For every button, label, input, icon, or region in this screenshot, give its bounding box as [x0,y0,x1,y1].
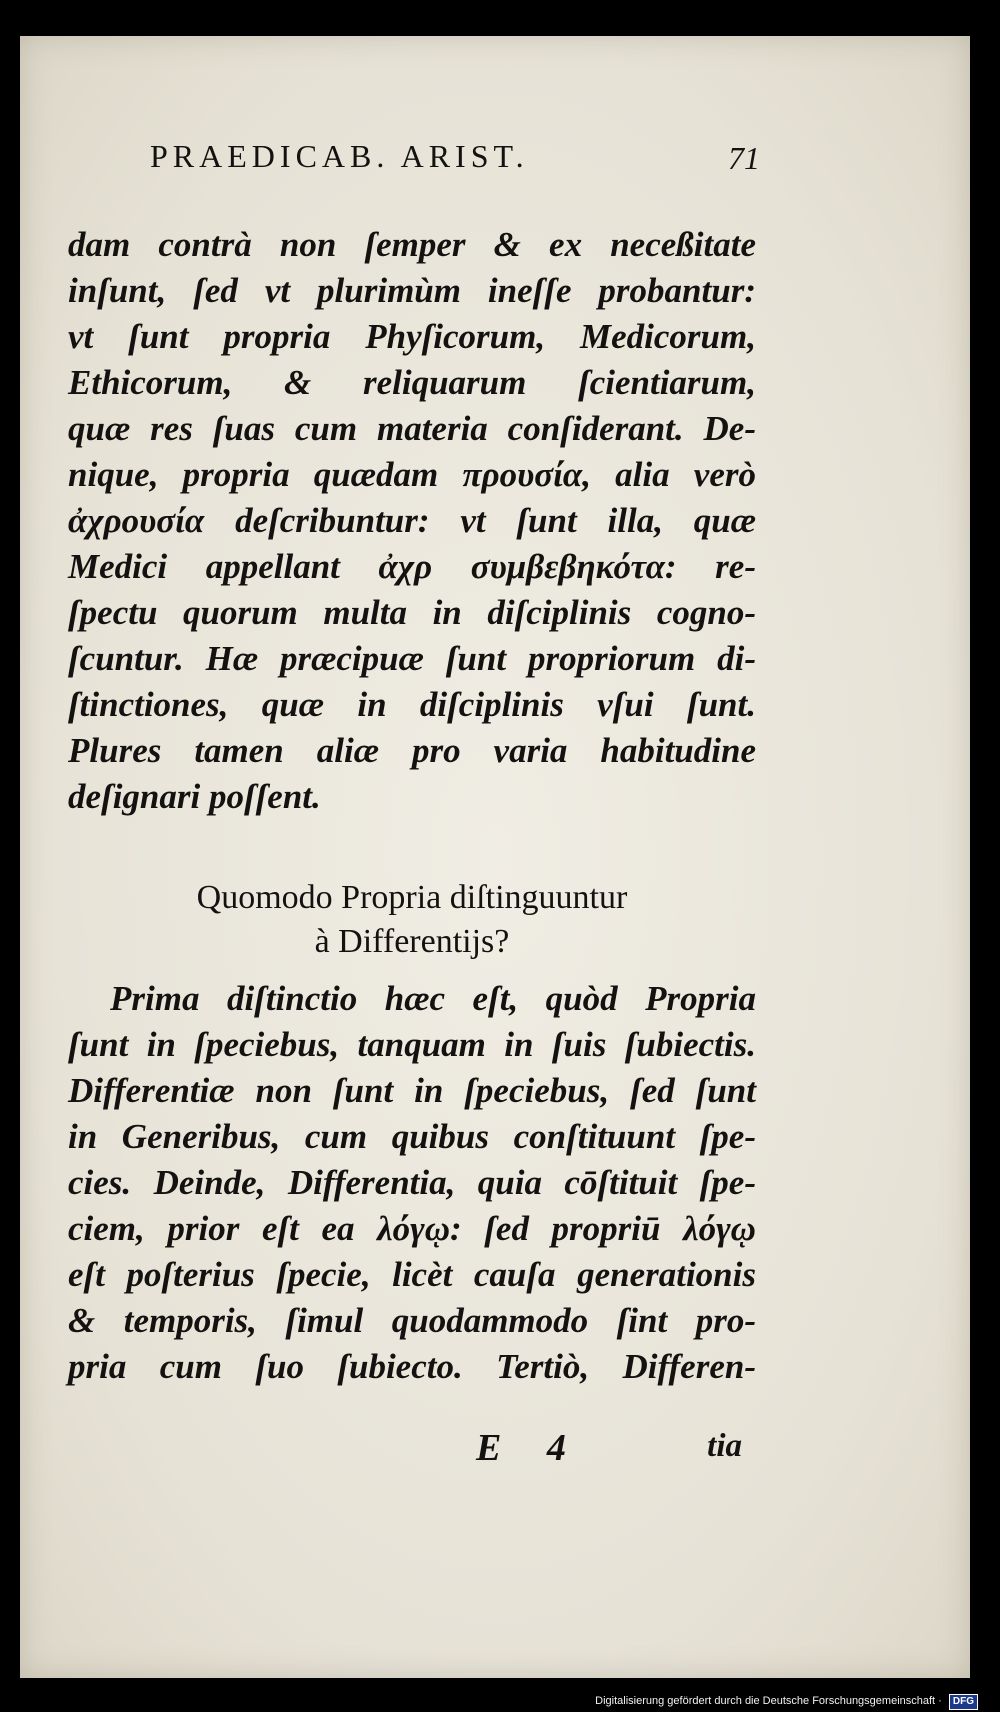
book-page [20,36,970,1678]
text-line: Prima diſtinctio hæc eſt, quòd Propria [110,979,756,1018]
page-number: 71 [728,140,760,176]
heading-line: Quomodo Propria diſtinguuntur [196,879,628,916]
running-title: PRAEDICAB. ARIST. [150,138,529,174]
text-line: Medici appellant ἀχρ συμβεβηκότα: re- [68,547,756,586]
catchword: tia [707,1428,742,1464]
text-line: ſunt in ſpeciebus, tanquam in ſuis ſubiectis. [68,1025,756,1064]
text-line: quæ res ſuas cum materia conſiderant. De- [68,409,756,448]
text-line: & temporis, ſimul quodammodo ſint pro- [68,1301,756,1340]
text-line: Differentiæ non ſunt in ſpeciebus, ſed ſunt [68,1071,756,1110]
text-line: Plures tamen aliæ pro varia habitudine [68,731,756,770]
text-line: inſunt, ſed vt plurimùm ineſſe probantur: [68,271,756,310]
signature-mark: E 4 [476,1427,584,1469]
digitization-footer [0,1692,1000,1712]
dfg-logo: DFG [949,1694,978,1710]
text-line: vt ſunt propria Phyſicorum, Medicorum, [68,317,756,356]
text-line: pria cum ſuo ſubiecto. Tertiò, Differen- [68,1347,756,1386]
text-line: eſt poſterius ſpecie, licèt cauſa generationis [68,1255,756,1294]
text-line: nique, propria quædam προυσία, alia verò [68,455,756,494]
text-line: ciem, prior eſt ea λόγῳ: ſed propriū λόγῳ [68,1209,756,1248]
paragraph-2 [68,976,756,1390]
footer-credit [595,1694,978,1710]
text-line: in Generibus, cum quibus conſtituunt ſpe- [68,1117,756,1156]
text-line: dam contrà non ſemper & ex neceßitate [68,225,756,264]
section-heading [68,876,756,964]
text-line: ſpectu quorum multa in diſciplinis cogno- [68,593,756,632]
paragraph-1 [68,222,756,820]
text-line: ſtinctiones, quæ in diſciplinis vſui ſunt. [68,685,756,724]
text-line: ἀχρουσία deſcribuntur: vt ſunt illa, quæ [68,501,756,540]
running-head [150,138,760,188]
text-line: Ethicorum, & reliquarum ſcientiarum, [68,363,756,402]
text-line: ſcuntur. Hæ præcipuæ ſunt propriorum di- [68,639,756,678]
text-line: deſignari poſſent. [68,777,321,816]
footer-credit-text: Digitalisierung gefördert durch die Deutsche Forschungsgemeinschaft · [595,1695,942,1707]
text-line: cies. Deinde, Differentia, quia cōſtituit ſpe- [68,1163,756,1202]
heading-line: à Differentijs? [314,923,510,960]
